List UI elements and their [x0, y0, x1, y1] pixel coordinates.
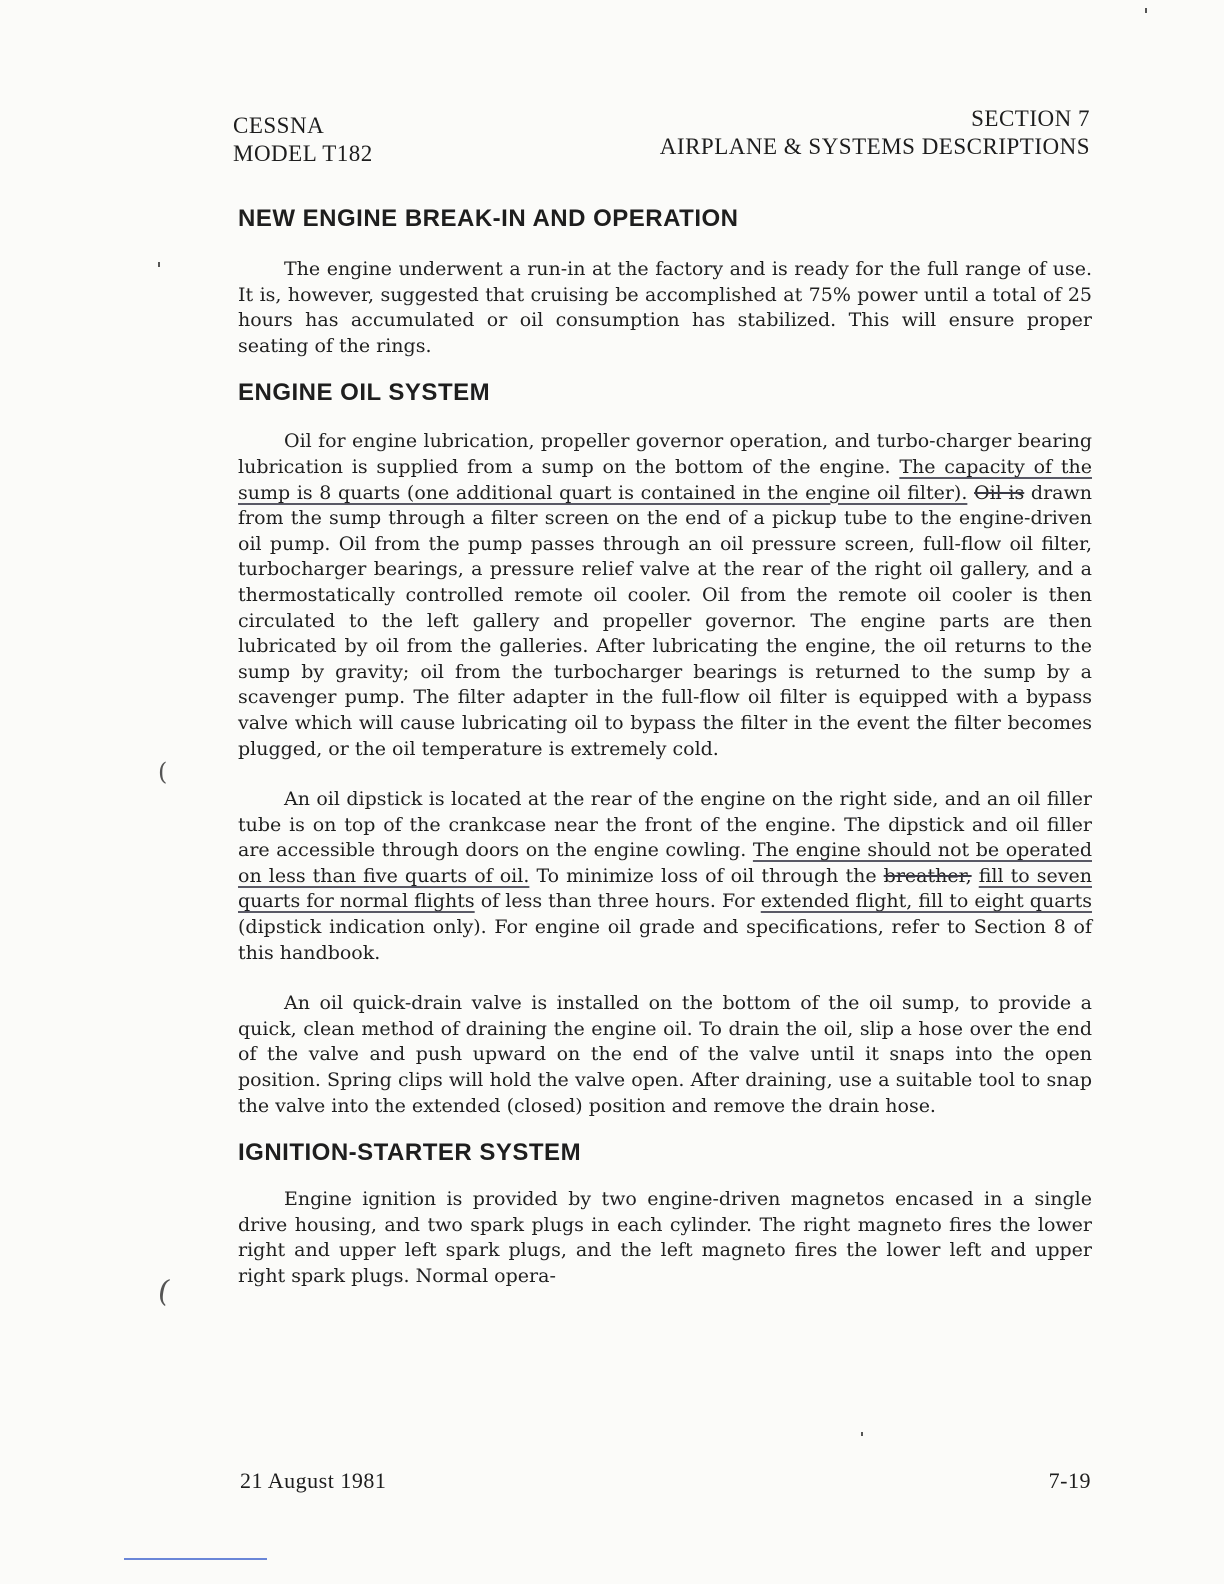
struck-text: Oil is [974, 481, 1025, 504]
footer-date: 21 August 1981 [240, 1468, 387, 1493]
scan-speck [861, 1432, 863, 1436]
underlined-normal-fill: fill to seven quarts for normal flights [238, 864, 1092, 913]
text-run: To minimize loss of oil through the [529, 864, 884, 887]
model-label: MODEL T182 [233, 141, 373, 166]
body-content [238, 205, 1092, 1290]
scan-speck [158, 262, 160, 267]
page-number: 7-19 [1048, 1468, 1091, 1493]
text-run: (dipstick indication only). For engine oil grade and specifications, refer to Section 8 of this handbook. [238, 916, 1092, 964]
heading-engine-oil-system: ENGINE OIL SYSTEM [238, 379, 491, 407]
struck-text: breather, [883, 864, 972, 887]
text-run: An oil dipstick is located at the rear of the engine on the right side, and an oil filler tube is on top of the crankcase near the front of the engine. The dipstick and oil filler are accessible through doors on the engine cowling. [238, 788, 1092, 862]
heading-ignition-starter: IGNITION-STARTER SYSTEM [238, 1139, 582, 1167]
text-run [972, 865, 979, 887]
scan-edge-line [124, 1558, 267, 1560]
paragraph-break-in: The engine underwent a run-in at the factory and is ready for the full range of use. It is, however, suggested that cruising be accomplished at 75% power until a total of 25 hours has accumulated or oil consumption has stabilized. This will ensure proper seating of the rings. [238, 258, 1092, 357]
paragraph-ignition: Engine ignition is provided by two engine-driven magnetos encased in a single drive housing, and two spark plugs in each cylinder. The right magneto fires the lower right and upper left spark plugs, and the left magneto fires the lower left and upper right spark plugs. Normal opera- [238, 1188, 1092, 1287]
section-number: SECTION 7 [971, 106, 1090, 131]
heading-break-in: NEW ENGINE BREAK-IN AND OPERATION [238, 205, 739, 232]
manufacturer-label: CESSNA [233, 113, 325, 138]
margin-bracket-mark: ( [158, 758, 168, 786]
underlined-extended-fill: extended flight, fill to eight quarts [760, 890, 1092, 913]
running-header-right [660, 105, 1090, 161]
paragraph-oil-dipstick [238, 787, 1092, 966]
paragraph-oil-circulation [238, 429, 1092, 762]
paragraph-quick-drain: An oil quick-drain valve is installed on the bottom of the oil sump, to provide a quick, clean method of draining the engine oil. To drain the oil, slip a hose over the end of the valve and push upward on the end of the valve until it snaps into the open position. Spring clips will hold the valve open. After draining, use a suitable tool to snap the valve into the extended (closed) position and remove the drain hose. [238, 992, 1092, 1117]
scan-speck [1145, 8, 1147, 13]
text-run: drawn from the sump through a filter screen on the end of a pickup tube to the engine-driven oil pump. Oil from the pump passes through an oil pressure screen, full-flow oil filter, turbocharger bearings, a pressure relief valve at the rear of the right oil gallery, and a thermostatically controlled remote oil cooler. Oil from the remote oil cooler is then circulated to the left gallery and propeller governor. The engine parts are then lubricated by oil from the galleries. After lubricating the engine, the oil returns to the sump by gravity; oil from the turbocharger bearings is returned to the sump by a scavenger pump. The filter adapter in the full-flow oil filter is equipped with a bypass valve which will cause lubricating oil to bypass the filter in the event the filter becomes plugged, or the oil temperature is extremely cold. [238, 481, 1092, 760]
underlined-minimum-oil: The engine should not be operated on less than five quarts of oil. [238, 839, 1092, 887]
section-title: AIRPLANE & SYSTEMS DESCRIPTIONS [659, 134, 1090, 159]
text-run: of less than three hours. For [474, 890, 761, 913]
margin-bracket-mark: ( [155, 1273, 173, 1310]
text-run: Oil for engine lubrication, propeller governor operation, and turbo-charger bearing lubrication is supplied from a sump on the bottom of the engine. [238, 430, 1092, 478]
underlined-sump-capacity: The capacity of the sump is 8 quarts (one additional quart is contained in the engine oil filter). [238, 455, 1092, 504]
running-header-left [233, 112, 373, 168]
